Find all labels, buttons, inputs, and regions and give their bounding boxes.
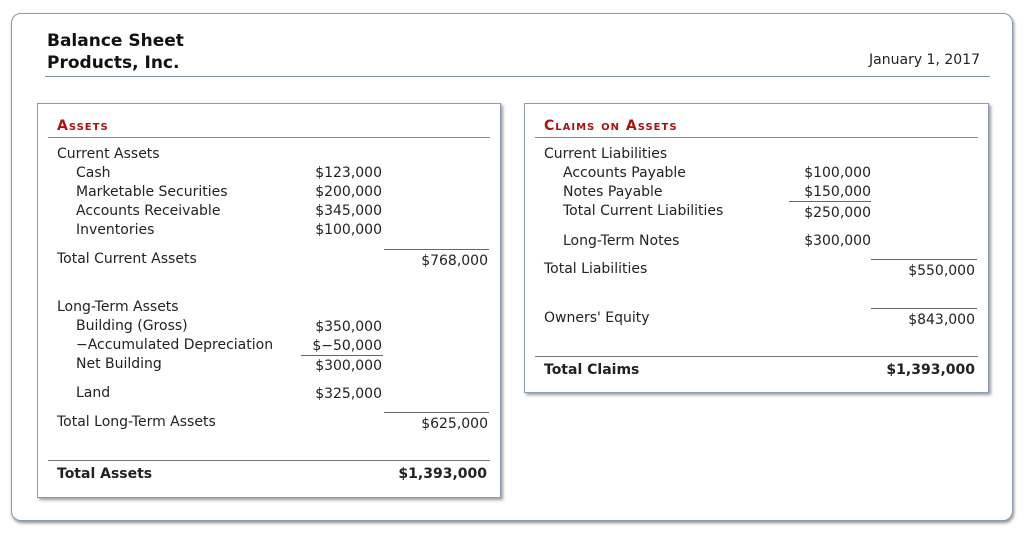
header-divider (45, 76, 990, 77)
cash-label: Cash (76, 165, 111, 181)
accounts-receivable-label: Accounts Receivable (76, 203, 221, 219)
total-claims-value: $1,393,000 (886, 362, 975, 378)
marketable-securities-label: Marketable Securities (76, 184, 228, 200)
accumulated-depreciation-value: $−50,000 (312, 338, 382, 354)
total-liabilities-rule (871, 259, 977, 260)
land-label: Land (76, 385, 111, 401)
current-liabilities-label: Current Liabilities (544, 146, 668, 162)
depreciation-rule (301, 355, 383, 356)
total-current-assets-label: Total Current Assets (57, 251, 197, 267)
net-building-value: $300,000 (315, 358, 382, 374)
accounts-payable-label: Accounts Payable (563, 165, 686, 181)
total-current-assets-value: $768,000 (421, 253, 488, 269)
claims-panel (524, 103, 989, 393)
claims-heading-rule (535, 137, 978, 138)
total-claims-label: Total Claims (544, 362, 640, 378)
assets-panel (37, 103, 501, 498)
notes-payable-label: Notes Payable (563, 184, 663, 200)
long-term-assets-label: Long-Term Assets (57, 299, 179, 315)
notes-payable-rule (789, 201, 871, 202)
long-term-notes-label: Long-Term Notes (563, 233, 680, 249)
title-line-1: Balance Sheet (47, 31, 184, 51)
total-assets-label: Total Assets (57, 466, 153, 482)
accumulated-depreciation-label: −Accumulated Depreciation (76, 337, 274, 353)
total-assets-value: $1,393,000 (398, 466, 487, 482)
balance-sheet-card (11, 13, 1013, 521)
inventories-label: Inventories (76, 222, 155, 238)
total-current-liabilities-value: $250,000 (804, 205, 871, 221)
notes-payable-value: $150,000 (804, 184, 871, 200)
marketable-securities-value: $200,000 (315, 184, 382, 200)
total-long-term-assets-label: Total Long-Term Assets (57, 414, 216, 430)
total-current-liabilities-label: Total Current Liabilities (563, 203, 724, 219)
total-liabilities-label: Total Liabilities (544, 261, 648, 277)
accounts-payable-value: $100,000 (804, 165, 871, 181)
inventories-value: $100,000 (315, 222, 382, 238)
document-date: January 1, 2017 (869, 52, 980, 68)
total-assets-rule (48, 460, 490, 461)
land-value: $325,000 (315, 386, 382, 402)
total-liabilities-value: $550,000 (908, 263, 975, 279)
current-assets-label: Current Assets (57, 146, 160, 162)
building-gross-label: Building (Gross) (76, 318, 188, 334)
net-building-label: Net Building (76, 356, 162, 372)
assets-heading-rule (48, 137, 490, 138)
owners-equity-rule (871, 308, 977, 309)
document-title (47, 30, 184, 74)
claims-heading: Claims on Assets (544, 118, 678, 134)
assets-heading: Assets (57, 118, 109, 134)
long-term-notes-value: $300,000 (804, 233, 871, 249)
total-long-term-assets-value: $625,000 (421, 416, 488, 432)
owners-equity-label: Owners' Equity (544, 310, 650, 326)
subtotal-rule (384, 249, 489, 250)
owners-equity-value: $843,000 (908, 312, 975, 328)
accounts-receivable-value: $345,000 (315, 203, 382, 219)
long-term-subtotal-rule (384, 412, 489, 413)
cash-value: $123,000 (315, 165, 382, 181)
building-gross-value: $350,000 (315, 319, 382, 335)
title-line-2: Products, Inc. (47, 53, 180, 73)
total-claims-rule (535, 356, 978, 357)
